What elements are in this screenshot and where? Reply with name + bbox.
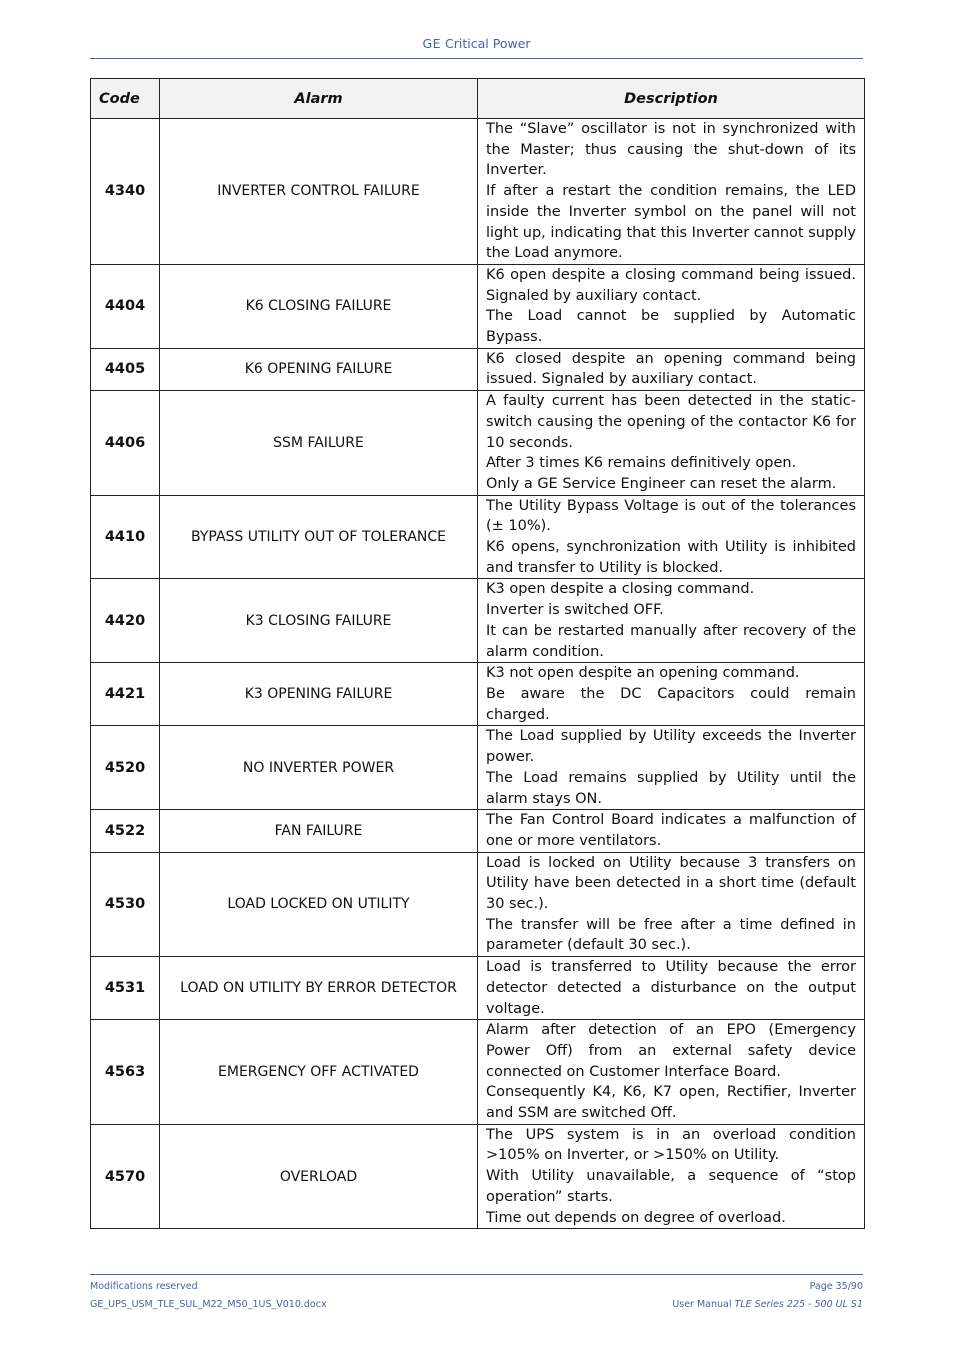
alarm-description: [478, 264, 865, 348]
ge-logo: GE: [422, 36, 442, 51]
description-paragraph: The “Slave” oscillator is not in synchronized with the Master; thus causing the shut-down of its Inverter.: [486, 121, 856, 179]
footer-divider: [90, 1274, 863, 1275]
description-paragraph: K6 opens, synchronization with Utility is inhibited and transfer to Utility is blocked.: [486, 539, 856, 576]
description-paragraph: Load is locked on Utility because 3 transfers on Utility have been detected in a short time (default 30 sec.).: [486, 854, 856, 913]
description-paragraph: K3 not open despite an opening command.: [486, 665, 800, 682]
table-row: [91, 1020, 865, 1125]
alarm-code: 4563: [91, 1020, 160, 1125]
alarm-code: 4404: [91, 264, 160, 348]
footer-filename: GE_UPS_USM_TLE_SUL_M22_M50_1US_V010.docx: [90, 1299, 327, 1310]
alarm-description: [478, 119, 865, 265]
alarm-description: [478, 852, 865, 957]
column-header-description: Description: [478, 79, 865, 119]
alarm-code: 4340: [91, 119, 160, 265]
alarm-name: K6 CLOSING FAILURE: [160, 264, 478, 348]
alarm-description: [478, 391, 865, 496]
table-header-row: [91, 79, 865, 119]
alarm-description: [478, 957, 865, 1020]
alarm-name: BYPASS UTILITY OUT OF TOLERANCE: [160, 495, 478, 579]
alarm-code: 4530: [91, 852, 160, 957]
alarm-name: FAN FAILURE: [160, 810, 478, 852]
description-paragraph: If after a restart the condition remains, the LED inside the Inverter symbol on the panel will not light up, indicating that this Inverter cannot supply the Load anymore.: [486, 183, 856, 262]
table-row: [91, 663, 865, 726]
alarm-description: [478, 1124, 865, 1229]
alarm-name: OVERLOAD: [160, 1124, 478, 1229]
description-paragraph: The Fan Control Board indicates a malfunction of one or more ventilators.: [486, 812, 856, 849]
table-row: [91, 495, 865, 579]
description-paragraph: The Load supplied by Utility exceeds the Inverter power.: [486, 728, 856, 766]
alarm-description: [478, 726, 865, 810]
description-paragraph: Consequently K4, K6, K7 open, Rectifier, Inverter and SSM are switched Off.: [486, 1084, 856, 1122]
description-paragraph: A faulty current has been detected in the static-switch causing the opening of the contactor K6 for 10 seconds.: [486, 393, 856, 451]
description-paragraph: K6 open despite a closing command being issued. Signaled by auxiliary contact.: [486, 266, 856, 304]
alarm-name: LOAD ON UTILITY BY ERROR DETECTOR: [160, 957, 478, 1020]
alarm-code: 4410: [91, 495, 160, 579]
footer-page-number: Page 35/90: [809, 1281, 863, 1292]
description-paragraph: Only a GE Service Engineer can reset the alarm.: [486, 475, 837, 492]
table-row: [91, 391, 865, 496]
footer-manual-prefix: User Manual: [672, 1299, 732, 1310]
page-header: [90, 36, 863, 51]
alarm-code: 4405: [91, 348, 160, 390]
alarm-name: K3 OPENING FAILURE: [160, 663, 478, 726]
alarm-name: K6 OPENING FAILURE: [160, 348, 478, 390]
description-paragraph: The Utility Bypass Voltage is out of the tolerances (± 10%).: [486, 497, 856, 535]
description-paragraph: After 3 times K6 remains definitively open.: [486, 455, 797, 472]
alarm-name: K3 CLOSING FAILURE: [160, 579, 478, 663]
description-paragraph: Time out depends on degree of overload.: [486, 1209, 786, 1226]
alarm-description: [478, 579, 865, 663]
alarm-name: INVERTER CONTROL FAILURE: [160, 119, 478, 265]
alarm-description: [478, 348, 865, 390]
alarm-code: 4420: [91, 579, 160, 663]
table-row: [91, 726, 865, 810]
alarm-name: LOAD LOCKED ON UTILITY: [160, 852, 478, 957]
column-header-code: Code: [91, 79, 160, 119]
description-paragraph: The Load remains supplied by Utility until the alarm stays ON.: [486, 769, 856, 807]
description-paragraph: Be aware the DC Capacitors could remain charged.: [486, 685, 856, 723]
footer-modifications: Modifications reserved: [90, 1281, 198, 1292]
description-paragraph: Alarm after detection of an EPO (Emergency Power Off) from an external safety device connected on Customer Interface Board.: [486, 1022, 856, 1080]
description-paragraph: The transfer will be free after a time defined in parameter (default 30 sec.).: [486, 916, 856, 954]
alarm-code: 4421: [91, 663, 160, 726]
alarm-description: [478, 495, 865, 579]
table-row: [91, 119, 865, 265]
footer-manual-series: TLE Series 225 - 500 UL S1: [734, 1299, 863, 1310]
description-paragraph: The UPS system is in an overload condition >105% on Inverter, or >150% on Utility.: [486, 1126, 856, 1164]
alarm-name: EMERGENCY OFF ACTIVATED: [160, 1020, 478, 1125]
alarm-code: 4406: [91, 391, 160, 496]
table-row: [91, 579, 865, 663]
table-row: [91, 1124, 865, 1229]
description-paragraph: Load is transferred to Utility because the error detector detected a disturbance on the output voltage.: [486, 959, 856, 1017]
description-paragraph: Inverter is switched OFF.: [486, 602, 664, 619]
header-divider: [90, 58, 863, 59]
alarm-description: [478, 810, 865, 852]
alarm-code: 4531: [91, 957, 160, 1020]
alarm-name: SSM FAILURE: [160, 391, 478, 496]
alarm-description: [478, 663, 865, 726]
description-paragraph: It can be restarted manually after recovery of the alarm condition.: [486, 622, 856, 660]
alarm-table-body: [91, 119, 865, 1229]
description-paragraph: The Load cannot be supplied by Automatic Bypass.: [486, 308, 856, 346]
alarm-name: NO INVERTER POWER: [160, 726, 478, 810]
alarm-table: [90, 78, 865, 1229]
table-row: [91, 852, 865, 957]
table-row: [91, 810, 865, 852]
column-header-alarm: Alarm: [160, 79, 478, 119]
alarm-code: 4522: [91, 810, 160, 852]
alarm-code: 4570: [91, 1124, 160, 1229]
description-paragraph: With Utility unavailable, a sequence of “stop operation” starts.: [486, 1168, 856, 1205]
table-row: [91, 348, 865, 390]
description-paragraph: K6 closed despite an opening command being issued. Signaled by auxiliary contact.: [486, 350, 856, 388]
header-title: Critical Power: [445, 36, 531, 51]
description-paragraph: K3 open despite a closing command.: [486, 581, 755, 598]
table-row: [91, 264, 865, 348]
footer-manual: [672, 1299, 863, 1310]
alarm-code: 4520: [91, 726, 160, 810]
table-row: [91, 957, 865, 1020]
alarm-description: [478, 1020, 865, 1125]
